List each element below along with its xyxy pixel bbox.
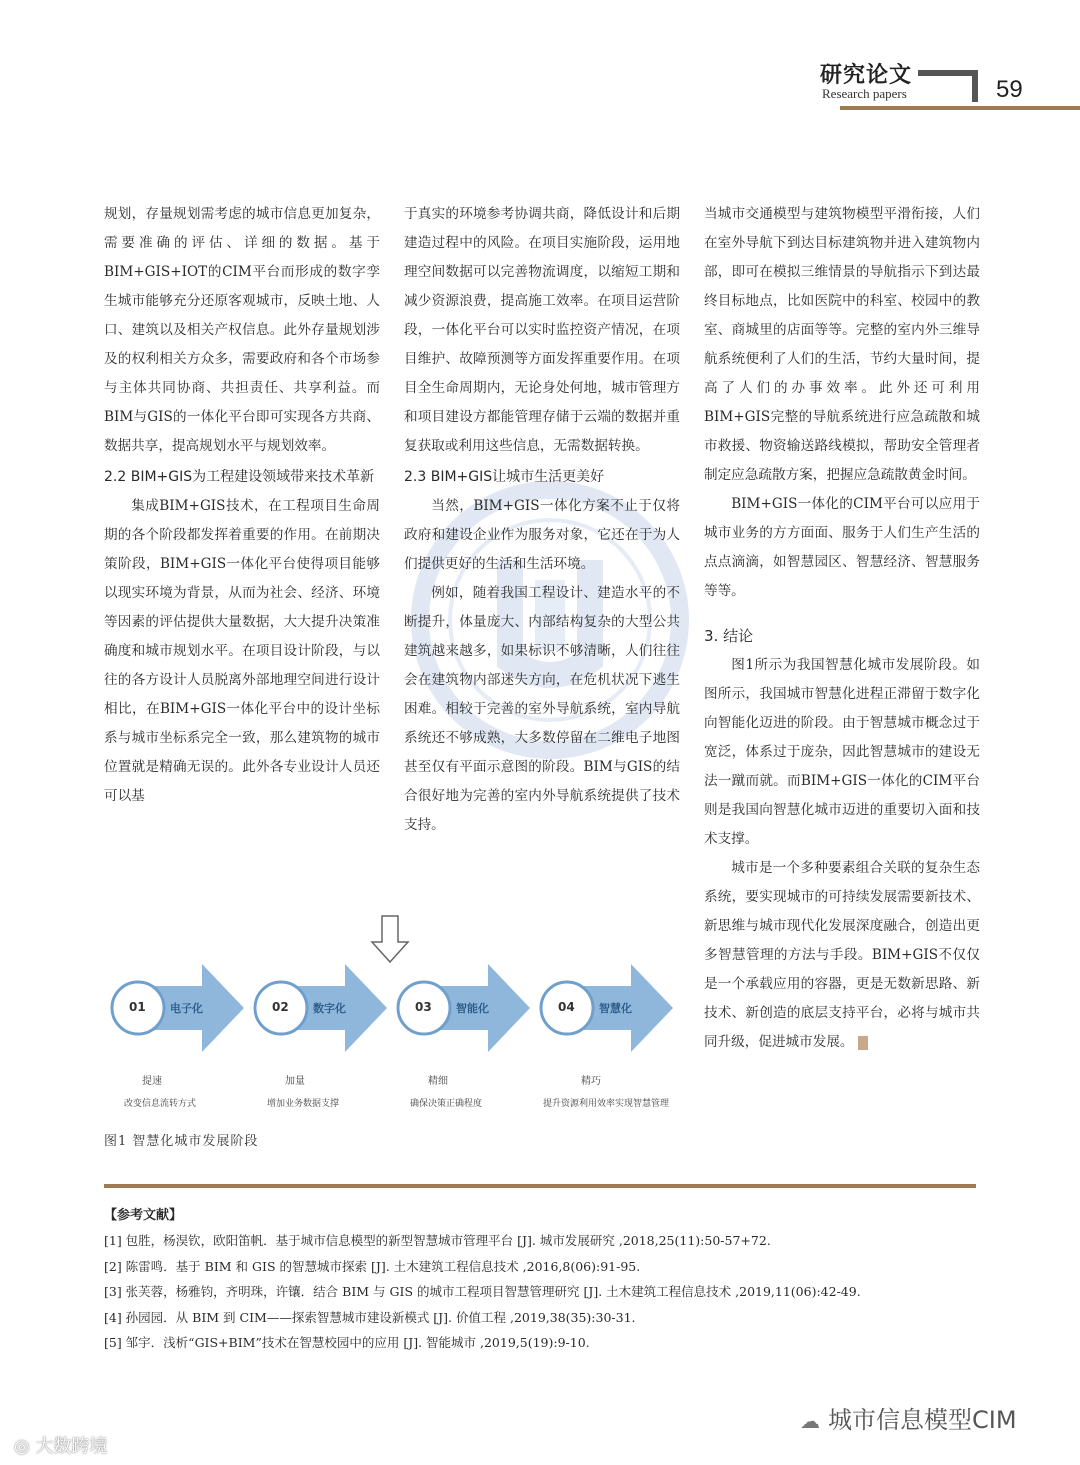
references-list <box>104 1228 984 1356</box>
stage-keyword: 精细 <box>428 1076 448 1087</box>
stage-description: 改变信息流转方式 <box>124 1099 197 1109</box>
figure-development-stages <box>104 912 680 1122</box>
stage-description: 增加业务数据支撑 <box>267 1099 340 1109</box>
stage-number: 02 <box>272 1000 289 1014</box>
section-subtitle: Research papers <box>822 86 907 101</box>
stage-number: 03 <box>415 1000 432 1014</box>
header-decor-bar-vertical <box>972 70 978 102</box>
section-heading: 2.3 BIM+GIS让城市生活更美好 <box>404 469 605 485</box>
references-heading: 【参考文献】 <box>104 1208 183 1223</box>
paragraph: BIM+GIS一体化的CIM平台可以应用于城市业务的方方面面、服务于人们生产生活的点点滴滴，如智慧园区、智慧经济、智慧服务等等。 <box>704 496 980 599</box>
reference-item: [5] 邹宇．浅析“GIS+BIM”技术在智慧校园中的应用 [J]. 智能城市 ,2019,5(19):9-10. <box>104 1335 590 1350</box>
stage-label: 数字化 <box>313 1002 346 1015</box>
header-underline <box>840 106 1080 110</box>
stage-description: 确保决策正确程度 <box>410 1099 483 1109</box>
wechat-icon: ☁ <box>800 1409 820 1433</box>
figure-caption: 图1 智慧化城市发展阶段 <box>104 1134 259 1149</box>
references-divider <box>104 1184 976 1188</box>
weibo-icon: ◎ <box>14 1436 36 1457</box>
down-arrow-icon <box>372 916 408 962</box>
wechat-account-name: 城市信息模型CIM <box>828 1406 1017 1434</box>
section-heading: 2.2 BIM+GIS为工程建设领域带来技术革新 <box>104 469 375 485</box>
paragraph: 集成BIM+GIS技术，在工程项目生命周期的各个阶段都发挥着重要的作用。在前期决策阶段，BIM+GIS一体化平台使得项目能够以现实环境为背景，从而为社会、经济、环境等因素的评估提供大量数据，大大提升决策准确度和城市规划水平。在项目设计阶段，与以往的各方设计人员脱离外部地理空间进行设计相比，在BIM+GIS一体化平台中的设计坐标系与城市坐标系完全一致，那么建筑物的城市位置就是精确无误的。此外各专业设计人员还可以基 <box>104 498 380 804</box>
paragraph: 于真实的环境参考协调共商，降低设计和后期建造过程中的风险。在项目实施阶段，运用地理空间数据可以完善物流调度，以缩短工期和减少资源浪费，提高施工效率。在项目运营阶段，一体化平台可以实时监控资产情况，在项目维护、故障预测等方面发挥重要作用。在项目全生命周期内，无论身处何地，城市管理方和项目建设方都能管理存储于云端的数据并重复获取或利用这些信息，无需数据转换。 <box>404 206 680 454</box>
header-decor-bar <box>918 70 978 76</box>
paragraph: 城市是一个多种要素组合关联的复杂生态系统，要实现城市的可持续发展需要新技术、新思维与城市现代化发展深度融合，创造出更多智慧管理的方法与手段。BIM+GIS不仅仅是一个承载应用的容器，更是无数新思路、新技术、新创造的底层支持平台，必将与城市共同升级，促进城市发展。 <box>704 860 980 1050</box>
paragraph: 规划，存量规划需考虑的城市信息更加复杂，需要准确的评估、详细的数据。基于BIM+GIS+IOT的CIM平台而形成的数字孪生城市能够充分还原客观城市，反映土地、人口、建筑以及相关产权信息。此外存量规划涉及的权利相关方众多，需要政府和各个市场参与主体共同协商、共担责任、共享利益。而BIM与GIS的一体化平台即可实现各方共商、数据共享，提高规划水平与规划效率。 <box>104 206 380 454</box>
stage-description: 提升资源利用效率实现智慧管理 <box>543 1099 670 1109</box>
section-heading: 3. 结论 <box>704 627 754 645</box>
corner-watermark <box>14 1432 107 1458</box>
stage-keyword: 提速 <box>142 1076 162 1087</box>
paragraph: 当城市交通模型与建筑物模型平滑衔接，人们在室外导航下到达目标建筑物并进入建筑物内部，即可在模拟三维情景的导航指示下到达最终目标地点，比如医院中的科室、校园中的教室、商城里的店面等等。完整的室内外三维导航系统便利了人们的生活，节约大量时间，提高了人们的办事效率。此外还可利用BIM+GIS完整的导航系统进行应急疏散和城市救援、物资输送路线模拟，帮助安全管理者制定应急疏散方案，把握应急疏散黄金时间。 <box>704 206 980 483</box>
text-column-3 <box>704 200 980 1057</box>
stage-keyword: 加量 <box>285 1076 305 1087</box>
paragraph: 例如，随着我国工程设计、建造水平的不断提升，体量庞大、内部结构复杂的大型公共建筑越来越多，如果标识不够清晰，人们往往会在建筑物内部迷失方向，在危机状况下逃生困难。相较于完善的室外导航系统，室内导航系统还不够成熟，大多数停留在二维电子地图甚至仅有平面示意图的阶段。BIM与GIS的结合很好地为完善的室内外导航系统提供了技术支持。 <box>404 585 680 833</box>
corner-watermark-text: 大数跨境 <box>35 1436 108 1457</box>
reference-item: [2] 陈雷鸣．基于 BIM 和 GIS 的智慧城市探索 [J]. 土木建筑工程信息技术 ,2016,8(06):91-95. <box>104 1258 641 1274</box>
page-number: 59 <box>996 76 1023 103</box>
reference-item: [1] 包胜，杨淏钦，欧阳笛帆．基于城市信息模型的新型智慧城市管理平台 [J]. 城市发展研究 ,2018,25(11):50-57+72. <box>104 1233 771 1248</box>
stage-label: 智能化 <box>456 1002 489 1015</box>
reference-item: [4] 孙园园．从 BIM 到 CIM——探索智慧城市建设新模式 [J]. 价值工程 ,2019,38(35):30-31. <box>104 1309 636 1325</box>
end-mark-icon <box>858 1036 868 1050</box>
stage-label: 电子化 <box>170 1002 203 1015</box>
section-title: 研究论文 <box>820 63 913 88</box>
figure-graphic <box>104 912 680 1122</box>
paragraph: 图1所示为我国智慧化城市发展阶段。如图所示，我国城市智慧化进程正滞留于数字化向智能化迈进的阶段。由于智慧城市概念过于宽泛，体系过于庞杂，因此智慧城市的建设无法一蹴而就。而BIM+GIS一体化的CIM平台则是我国向智慧化城市迈进的重要切入面和技术支撑。 <box>704 657 980 847</box>
stage-keyword: 精巧 <box>581 1076 601 1087</box>
stage-number: 04 <box>558 1000 575 1014</box>
paragraph: 当然，BIM+GIS一体化方案不止于仅将政府和建设企业作为服务对象，它还在于为人们提供更好的生活和生活环境。 <box>404 498 680 572</box>
text-column-2 <box>404 200 680 840</box>
text-column-1 <box>104 200 380 811</box>
stage-number: 01 <box>129 1000 146 1014</box>
stage-label: 智慧化 <box>599 1002 632 1015</box>
wechat-watermark <box>800 1400 1017 1435</box>
reference-item: [3] 张芙蓉，杨雅钧，齐明珠，许镶．结合 BIM 与 GIS 的城市工程项目智慧管理研究 [J]. 土木建筑工程信息技术 ,2019,11(06):42-49. <box>104 1284 861 1299</box>
